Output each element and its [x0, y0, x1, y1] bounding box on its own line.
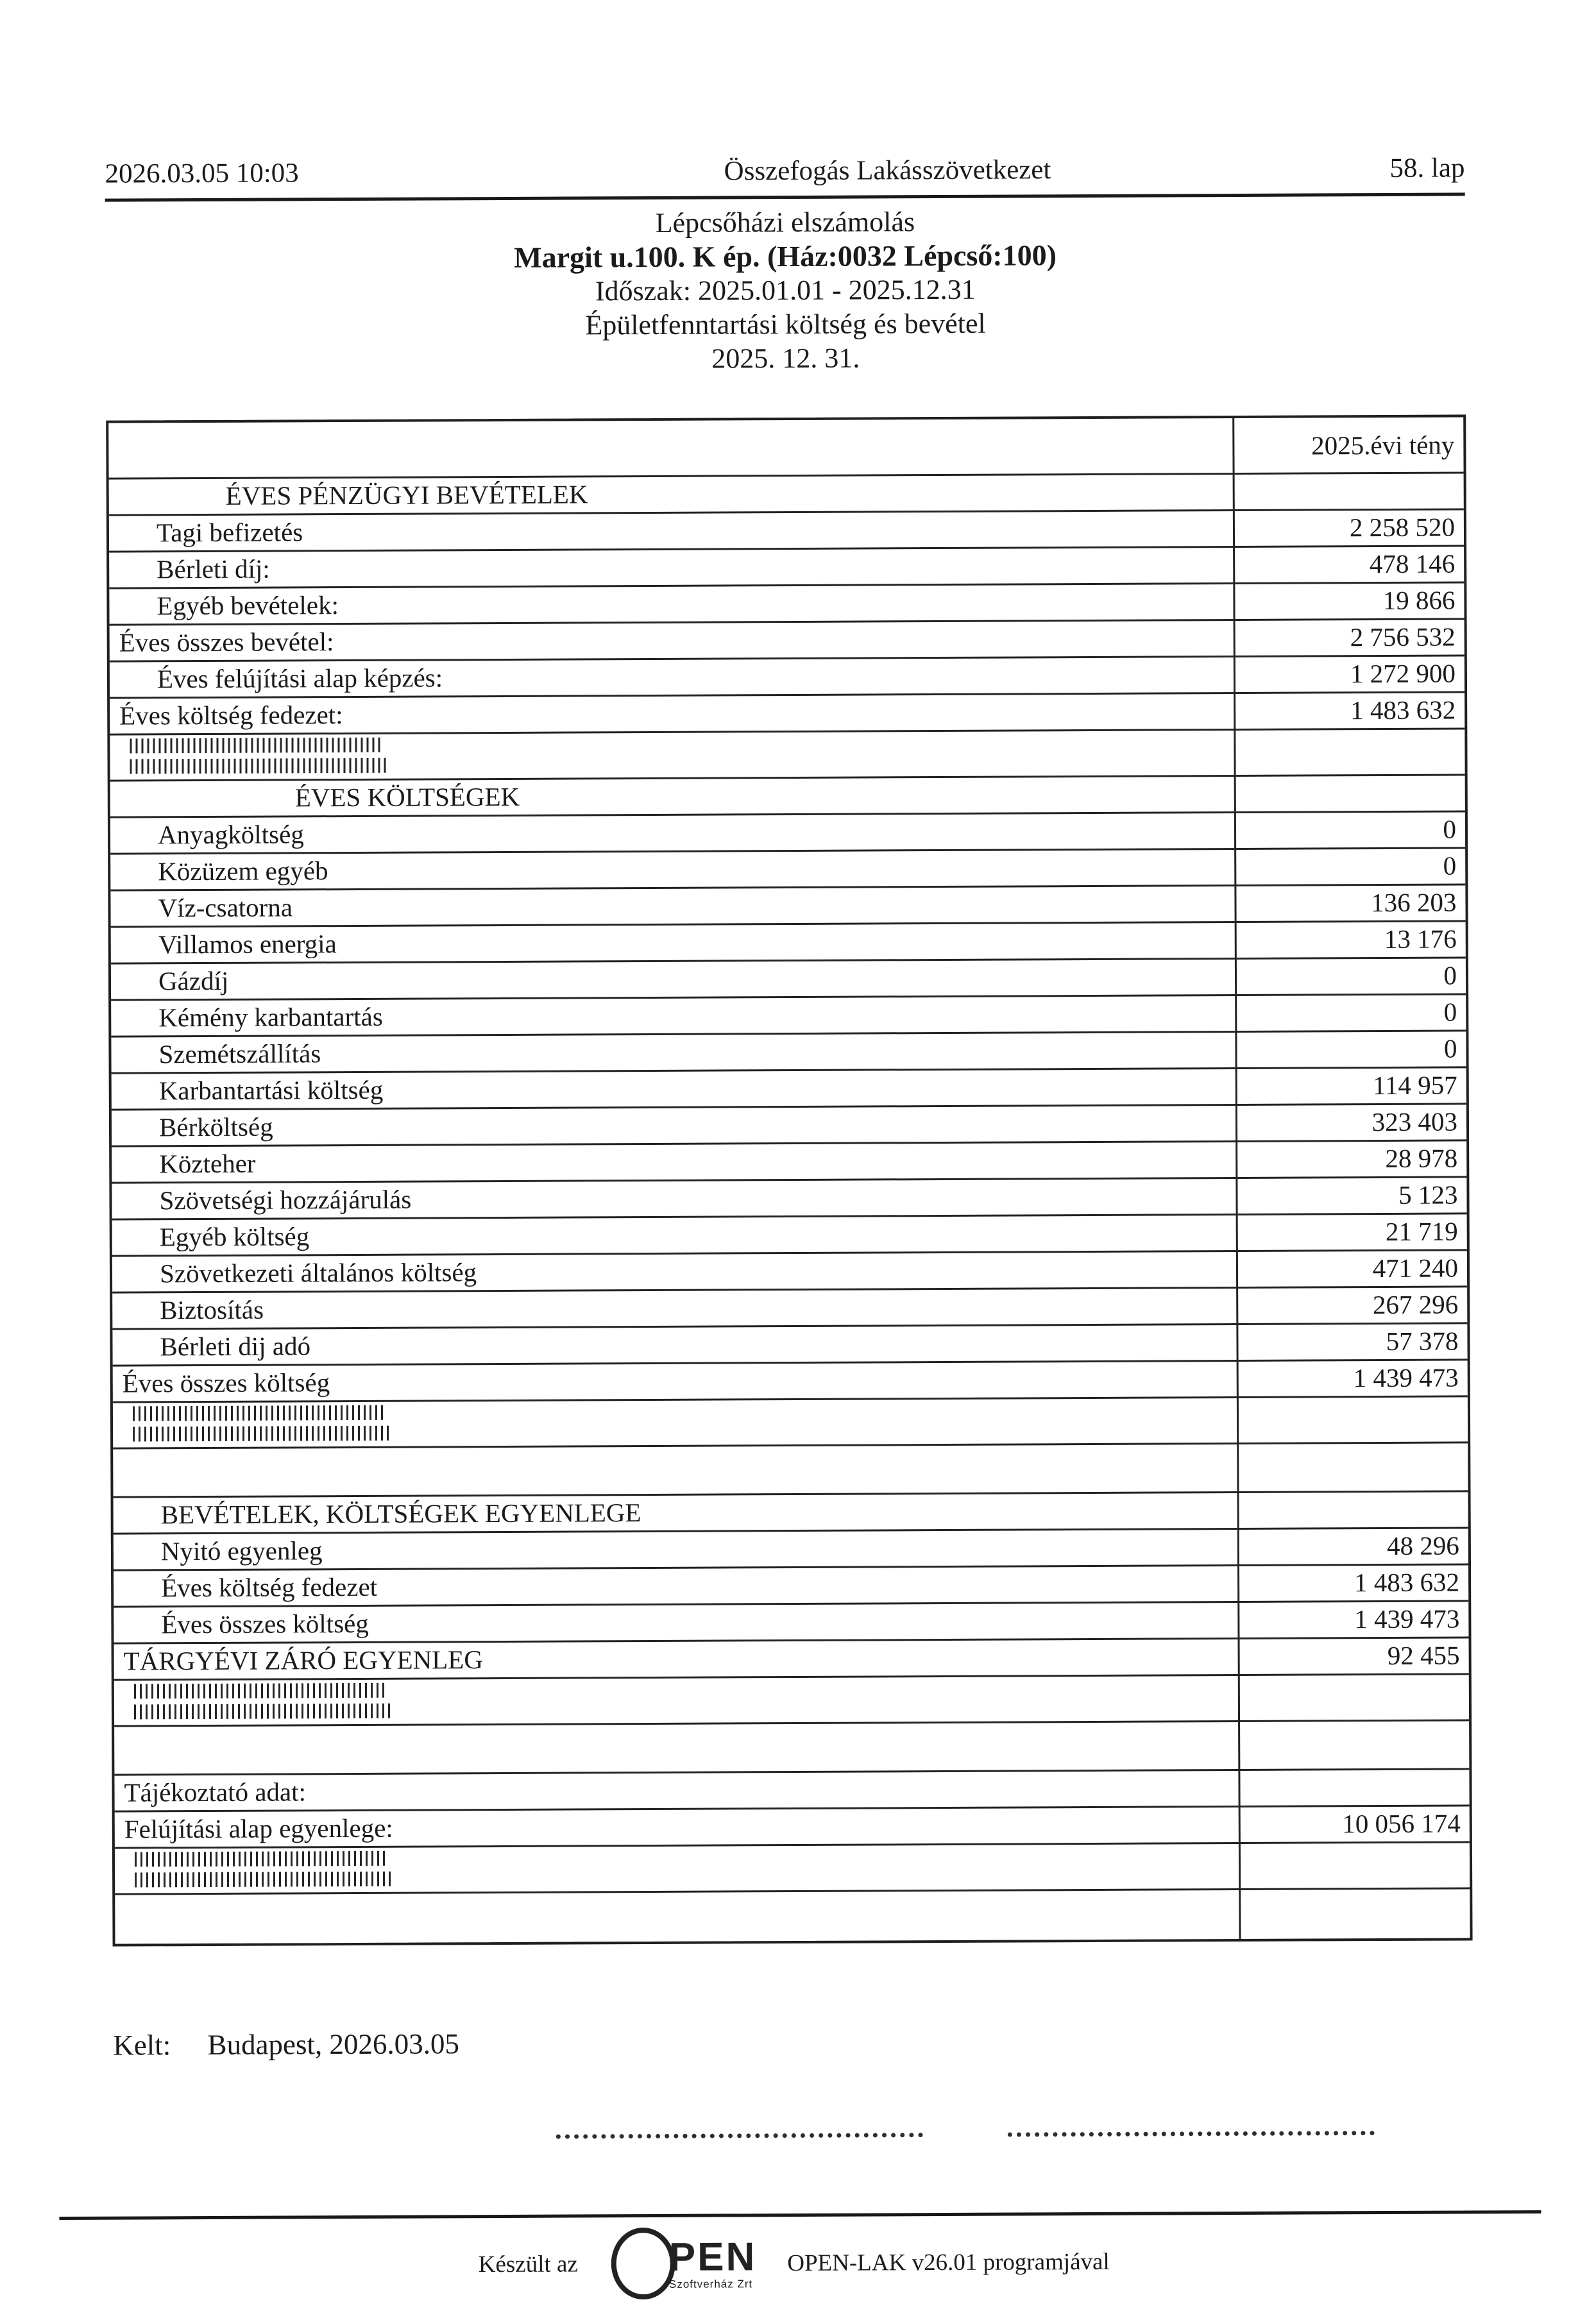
row-value	[1240, 1675, 1469, 1720]
hash-divider-icon	[134, 1683, 386, 1720]
row-value: 1 439 473	[1353, 1362, 1459, 1393]
open-logo-letters: PEN	[668, 2234, 757, 2280]
row-value	[1239, 1492, 1468, 1528]
statement-table	[106, 414, 1472, 1946]
row-value: 2 756 532	[1350, 622, 1456, 652]
row-value	[1240, 1770, 1469, 1806]
table-row	[110, 729, 1464, 781]
table-row	[115, 1806, 1470, 1849]
row-label: Bérköltség	[112, 1106, 1237, 1146]
row-value: 1 483 632	[1354, 1567, 1460, 1598]
row-label: Karbantartási költség	[112, 1069, 1237, 1109]
table-row	[114, 1770, 1469, 1812]
row-label: Szemétszállítás	[111, 1033, 1237, 1072]
row-value	[1239, 1443, 1468, 1491]
table-row	[112, 1104, 1466, 1147]
report-period: Időszak: 2025.01.01 - 2025.12.31	[595, 273, 976, 307]
row-value: 0	[1443, 851, 1457, 881]
row-label: BEVÉTELEK, KÖLTSÉGEK EGYENLEGE	[114, 1493, 1239, 1533]
statement-table-body	[109, 473, 1470, 1943]
row-label: Közüzem egyéb	[110, 850, 1236, 890]
page-number: 58. lap	[1389, 153, 1465, 183]
row-value: 5 123	[1398, 1180, 1458, 1210]
table-row	[114, 1528, 1468, 1571]
label-column-header	[108, 418, 1234, 478]
row-value: 2 258 520	[1349, 512, 1456, 543]
row-value: 10 056 174	[1342, 1808, 1461, 1839]
row-label: Anyagköltség	[110, 813, 1236, 853]
row-label: Villamos energia	[111, 923, 1237, 963]
row-value: 19 866	[1382, 585, 1456, 615]
value-column-header: 2025.évi tény	[1311, 430, 1455, 460]
building-title: Margit u.100. K ép. (Ház:0032 Lépcső:100)	[514, 239, 1057, 274]
row-value	[1240, 1721, 1469, 1769]
row-value: 57 378	[1386, 1326, 1459, 1356]
row-label: TÁRGYÉVI ZÁRÓ EGYENLEG	[114, 1639, 1240, 1679]
row-label: Nyitó egyenleg	[114, 1530, 1239, 1570]
row-value: 114 957	[1372, 1070, 1457, 1101]
row-label: Biztosítás	[112, 1289, 1238, 1328]
credit-prefix: Készült az	[478, 2250, 578, 2278]
hash-divider-icon	[130, 738, 381, 774]
row-value: 0	[1443, 960, 1457, 990]
table-row	[112, 1251, 1467, 1293]
table-row	[114, 1492, 1468, 1534]
row-label: Éves összes költség	[113, 1362, 1239, 1401]
row-value: 478 146	[1369, 548, 1456, 579]
row-label: Szövetkezeti általános költség	[112, 1252, 1238, 1292]
report-type: Lépcsőházi elszámolás	[655, 206, 915, 239]
table-row	[109, 510, 1464, 552]
row-value: 13 176	[1384, 924, 1457, 954]
report-subject: Épületfenntartási költség és bevétel	[585, 307, 986, 341]
table-row	[109, 473, 1464, 516]
table-row	[110, 885, 1465, 927]
table-row	[110, 693, 1464, 735]
table-row	[110, 775, 1465, 818]
row-value: 48 296	[1387, 1530, 1459, 1561]
row-label: Víz-csatorna	[110, 886, 1236, 926]
page-header	[105, 152, 1464, 201]
row-label	[110, 731, 1235, 780]
row-label: Éves költség fedezet	[114, 1566, 1239, 1606]
row-value: 0	[1443, 814, 1457, 844]
table-row	[111, 922, 1466, 964]
row-label: Tájékoztató adat:	[114, 1771, 1240, 1811]
table-row	[109, 546, 1464, 589]
table-row	[109, 583, 1464, 625]
table-row	[112, 1214, 1467, 1257]
row-label: Közteher	[112, 1142, 1237, 1182]
row-value: 28 978	[1385, 1143, 1458, 1173]
dated-line	[113, 2022, 1473, 2061]
table-row	[112, 1287, 1467, 1330]
row-value	[1236, 775, 1465, 811]
row-label: Éves felújítási alap képzés:	[110, 657, 1235, 697]
dated-label: Kelt:	[113, 2029, 171, 2061]
row-label: Egyéb költség	[112, 1215, 1238, 1255]
hash-divider-icon	[135, 1851, 386, 1888]
row-label	[115, 1844, 1241, 1893]
row-label: Bérleti díj:	[109, 548, 1235, 588]
table-row	[114, 1675, 1469, 1727]
row-value: 267 296	[1372, 1289, 1459, 1320]
table-row	[114, 1721, 1469, 1775]
row-value: 471 240	[1372, 1253, 1459, 1283]
print-datetime: 2026.03.05 10:03	[105, 158, 299, 189]
row-value	[1235, 729, 1464, 775]
open-logo-subtext: Szoftverház Zrt	[668, 2277, 753, 2290]
signature-area	[556, 2130, 1473, 2138]
report-date: 2025. 12. 31.	[711, 342, 860, 375]
table-row	[114, 1602, 1468, 1644]
row-value: 0	[1443, 997, 1457, 1027]
open-lak-logo	[611, 2227, 757, 2299]
table-row	[112, 1141, 1466, 1183]
signature-line-2	[1008, 2131, 1375, 2137]
row-value	[1241, 1889, 1470, 1939]
table-row	[110, 849, 1465, 891]
row-value: 0	[1443, 1033, 1457, 1063]
row-value: 323 403	[1371, 1106, 1458, 1137]
row-label: Éves költség fedezet:	[110, 694, 1235, 734]
footer-divider	[59, 2210, 1541, 2220]
row-label: Éves összes bevétel:	[110, 621, 1235, 661]
table-row	[111, 958, 1466, 1001]
row-value	[1241, 1843, 1470, 1888]
table-row	[111, 995, 1466, 1037]
row-label: Bérleti dij adó	[112, 1325, 1238, 1365]
dated-value: Budapest, 2026.03.05	[207, 2027, 460, 2061]
row-label	[113, 1444, 1239, 1496]
organization-name: Összefogás Lakásszövetkezet	[724, 155, 1051, 187]
row-label: Felújítási alap egyenlege:	[115, 1807, 1241, 1847]
row-label: Tagi befizetés	[109, 511, 1235, 551]
table-row	[112, 1324, 1467, 1366]
row-value	[1235, 473, 1464, 509]
row-label: Gázdíj	[111, 960, 1237, 999]
table-row	[113, 1360, 1468, 1403]
row-label	[115, 1890, 1241, 1944]
row-value	[1239, 1397, 1468, 1443]
row-value: 1 439 473	[1354, 1604, 1460, 1634]
credit-suffix: OPEN-LAK v26.01 programjával	[787, 2248, 1110, 2276]
table-row	[112, 1068, 1466, 1110]
row-value: 136 203	[1371, 887, 1457, 918]
open-logo-circle-icon	[611, 2228, 675, 2299]
table-row	[115, 1889, 1470, 1943]
table-row	[111, 1031, 1466, 1074]
table-row	[113, 1397, 1468, 1449]
hash-divider-icon	[133, 1405, 384, 1442]
row-label: Szövetségi hozzájárulás	[112, 1179, 1237, 1219]
row-label	[114, 1722, 1240, 1774]
row-label	[113, 1398, 1239, 1448]
row-value: 21 719	[1385, 1216, 1458, 1246]
table-row	[114, 1638, 1469, 1680]
table-row	[114, 1565, 1468, 1607]
row-label: ÉVES KÖLTSÉGEK	[110, 777, 1236, 817]
row-label: Éves összes költség	[114, 1603, 1239, 1643]
table-row	[112, 1178, 1466, 1220]
signature-line-1	[556, 2133, 923, 2138]
row-label: Egyéb bevételek:	[109, 584, 1235, 624]
table-row	[110, 656, 1464, 698]
row-label: ÉVES PÉNZÜGYI BEVÉTELEK	[109, 475, 1235, 514]
table-row	[110, 812, 1465, 854]
row-label	[114, 1676, 1240, 1725]
row-label: Kémény karbantartás	[111, 996, 1237, 1036]
table-row	[110, 620, 1464, 662]
row-value: 92 455	[1387, 1640, 1460, 1670]
title-block	[105, 202, 1466, 378]
row-value: 1 483 632	[1350, 695, 1456, 725]
row-value: 1 272 900	[1350, 658, 1456, 689]
table-row	[113, 1443, 1468, 1498]
table-row	[115, 1843, 1470, 1895]
table-header-row	[108, 417, 1463, 479]
footer-credit	[114, 2224, 1474, 2301]
